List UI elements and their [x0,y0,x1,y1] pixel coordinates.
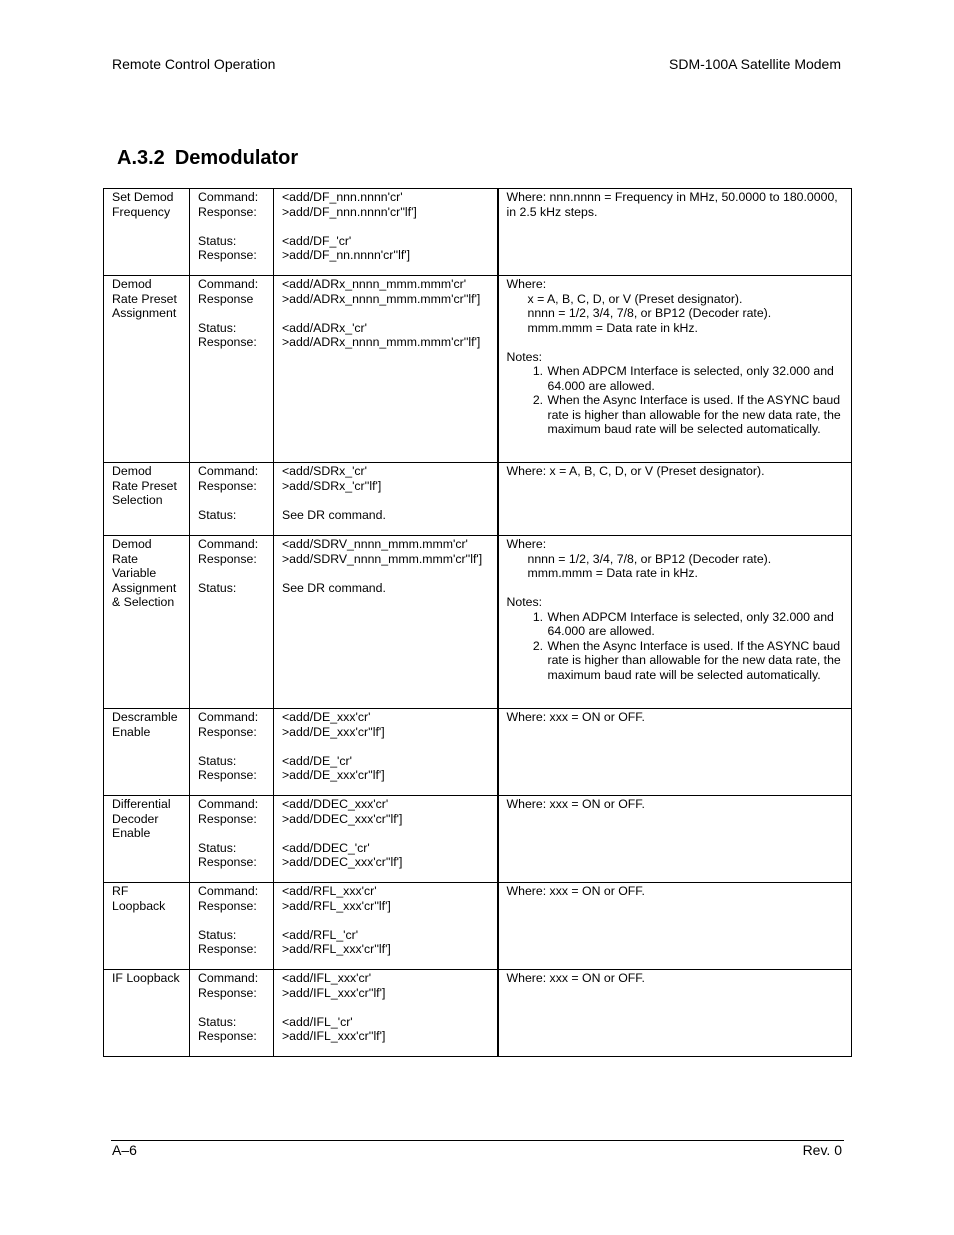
command-syntax-cell [274,276,498,463]
description-cell [498,796,852,883]
field-label: Response: [198,985,257,1000]
parameter-name-line: Demod [112,464,152,478]
description-cell [498,463,852,536]
parameter-name-line: Frequency [112,204,171,219]
label-cell [190,796,274,883]
field-label: Status: [198,840,237,855]
parameter-name-line: RF [112,884,129,898]
running-header-right: SDM-100A Satellite Modem [669,56,841,72]
field-label: Status: [198,233,237,248]
field-label: Command: [198,537,259,551]
parameter-name-line: Rate Preset [112,291,177,306]
field-label [198,739,267,754]
definition-item: nnnn = 1/2, 3/4, 7/8, or BP12 (Decoder rate). [527,551,772,566]
field-label: Response: [198,855,257,869]
parameter-name-line: Variable [112,566,157,580]
label-cell [190,276,274,463]
label-cell [190,536,274,709]
command-row [104,536,852,709]
parameter-name-cell [104,189,190,276]
field-label [198,826,267,841]
command-row [104,970,852,1057]
field-label: Command: [198,971,259,985]
command-syntax: >add/DE_xxx'cr''lf'] [282,724,385,739]
parameter-name-line: IF Loopback [112,971,180,985]
where-text: Where: [506,537,547,551]
field-label [198,566,267,581]
field-label: Command: [198,797,259,811]
field-label: Response: [198,478,257,493]
note-item: 1. When ADPCM Interface is selected, only 32.000 and 64.000 are allowed. [547,364,846,393]
note-item: 2. When the Async Interface is used. If the ASYNC baud rate is higher than allowable for the new data rate, the maximum baud rate will be selected automatically. [547,393,846,437]
field-label [198,913,267,928]
running-header-left: Remote Control Operation [112,56,276,72]
command-syntax-cell [274,536,498,709]
command-syntax: <add/IFL_xxx'cr' [282,971,372,985]
definition-item: x = A, B, C, D, or V (Preset designator). [527,291,743,306]
command-syntax: <add/SDRV_nnnn_mmm.mmm'cr' [282,537,468,551]
parameter-name-line: Enable [112,826,151,840]
field-label: Response: [198,248,257,262]
command-syntax: >add/ADRx_nnnn_mmm.mmm'cr''lf'] [282,291,481,306]
definition-item: mmm.mmm = Data rate in kHz. [527,566,698,580]
where-text: Where: nnn.nnnn = Frequency in MHz, 50.0000 to 180.0000, [506,190,838,204]
parameter-name-line: Set Demod [112,190,174,204]
spacer [507,335,846,350]
field-label [198,306,267,321]
field-label: Command: [198,464,259,478]
parameter-name-cell [104,883,190,970]
command-syntax: <add/IFL_'cr' [282,1014,353,1029]
command-syntax: <add/DE_xxx'cr' [282,710,371,724]
field-label: Command: [198,190,259,204]
label-cell [190,883,274,970]
parameter-name-cell [104,536,190,709]
parameter-name-line: Selection [112,493,163,507]
field-label [198,1000,267,1015]
parameter-name-cell [104,796,190,883]
revision-label: Rev. 0 [802,1142,842,1158]
section-number: A.3.2 [117,147,165,169]
command-syntax [282,1000,491,1015]
field-label: Command: [198,884,259,898]
parameter-name-line: Loopback [112,898,166,913]
command-syntax [282,913,491,928]
command-syntax-cell [274,709,498,796]
command-syntax: >add/IFL_xxx'cr''lf'] [282,1029,386,1043]
command-syntax: See DR command. [282,580,386,595]
command-syntax: <add/SDRx_'cr' [282,464,368,478]
field-label: Response: [198,335,257,349]
field-label: Status: [198,320,237,335]
description-cell [498,970,852,1057]
parameter-name-line: & Selection [112,595,175,609]
label-cell [190,463,274,536]
field-label: Response: [198,768,257,782]
parameter-name-line: Assignment [112,580,177,595]
footer-rule [111,1140,844,1141]
field-label: Status: [198,1014,237,1029]
notes-label: Notes: [506,595,543,609]
parameter-name-line: Differential [112,797,171,811]
notes-list [507,364,846,437]
command-syntax: >add/ADRx_nnnn_mmm.mmm'cr''lf'] [282,335,481,349]
description-cell [498,189,852,276]
where-text: in 2.5 kHz steps. [506,204,598,219]
command-syntax-cell [274,796,498,883]
field-label: Status: [198,753,237,768]
field-label: Command: [198,277,259,291]
field-label: Command: [198,710,259,724]
parameter-name-line: Enable [112,724,151,739]
label-cell [190,189,274,276]
parameter-name-line: Descramble [112,710,178,724]
parameter-name-line: Decoder [112,811,159,826]
command-syntax: >add/DF_nnn.nnnn'cr''lf'] [282,204,417,219]
command-row [104,189,852,276]
where-text: Where: xxx = ON or OFF. [506,710,645,724]
description-cell [498,883,852,970]
command-row [104,463,852,536]
spacer [507,581,846,596]
parameter-name-line: Rate [112,551,138,566]
note-item: 1. When ADPCM Interface is selected, only 32.000 and 64.000 are allowed. [547,610,846,639]
field-label: Response: [198,1029,257,1043]
command-syntax: <add/RFL_xxx'cr' [282,884,377,898]
parameter-name-cell [104,463,190,536]
parameter-name-cell [104,276,190,463]
field-label: Status: [198,927,237,942]
where-text: Where: xxx = ON or OFF. [506,797,645,811]
field-label: Response [198,291,254,306]
command-syntax [282,306,491,321]
command-syntax: >add/DF_nn.nnnn'cr''lf'] [282,248,410,262]
command-syntax: <add/DF_'cr' [282,233,352,248]
parameter-name-line: Demod [112,537,152,551]
field-label: Status: [198,580,237,595]
command-row [104,276,852,463]
field-label: Response: [198,811,257,826]
command-syntax [282,826,491,841]
command-syntax [282,566,491,581]
command-syntax: See DR command. [282,507,386,522]
command-syntax: <add/DF_nnn.nnnn'cr' [282,190,403,204]
definition-item: mmm.mmm = Data rate in kHz. [527,320,698,335]
command-syntax: <add/ADRx_'cr' [282,320,368,335]
command-syntax: >add/DDEC_xxx'cr''lf'] [282,811,403,826]
description-cell [498,536,852,709]
command-syntax: >add/SDRV_nnnn_mmm.mmm'cr''lf'] [282,551,483,566]
description-cell [498,709,852,796]
label-cell [190,970,274,1057]
parameter-name-cell [104,970,190,1057]
command-row [104,796,852,883]
command-syntax: <add/DE_'cr' [282,753,352,768]
command-row [104,709,852,796]
command-table [103,188,852,1057]
command-syntax-cell [274,883,498,970]
where-text: Where: [506,277,547,291]
command-syntax [282,493,491,508]
command-syntax: >add/IFL_xxx'cr''lf'] [282,985,386,1000]
command-syntax: <add/DDEC_xxx'cr' [282,797,389,811]
description-cell [498,276,852,463]
notes-label: Notes: [506,349,543,364]
notes-list [507,610,846,683]
command-syntax [282,219,491,234]
page-number: A–6 [112,1142,137,1158]
command-syntax: >add/RFL_xxx'cr''lf'] [282,942,391,956]
command-syntax: >add/DE_xxx'cr''lf'] [282,768,385,782]
command-syntax: <add/DDEC_'cr' [282,840,370,855]
field-label: Response: [198,551,257,566]
where-text: Where: xxx = ON or OFF. [506,971,645,985]
command-syntax [282,739,491,754]
parameter-name-line: Assignment [112,306,177,320]
parameter-name-line: Demod [112,277,152,291]
field-label: Response: [198,898,257,913]
field-label: Status: [198,507,237,522]
field-label: Response: [198,942,257,956]
command-syntax-cell [274,189,498,276]
field-label: Response: [198,724,257,739]
command-syntax: <add/RFL_'cr' [282,927,359,942]
field-label [198,493,267,508]
field-label: Response: [198,204,257,219]
parameter-name-line: Rate Preset [112,478,177,493]
command-syntax-cell [274,463,498,536]
parameter-name-cell [104,709,190,796]
label-cell [190,709,274,796]
where-text: Where: x = A, B, C, D, or V (Preset designator). [506,464,765,478]
section-title: Demodulator [174,147,299,169]
command-syntax: >add/DDEC_xxx'cr''lf'] [282,855,403,869]
where-text: Where: xxx = ON or OFF. [506,884,645,898]
section-heading [117,147,298,170]
command-syntax: >add/RFL_xxx'cr''lf'] [282,898,391,913]
command-syntax: >add/SDRx_'cr''lf'] [282,478,382,493]
field-label [198,219,267,234]
command-syntax: <add/ADRx_nnnn_mmm.mmm'cr' [282,277,467,291]
command-table-body [104,189,852,1057]
definition-item: nnnn = 1/2, 3/4, 7/8, or BP12 (Decoder rate). [527,306,772,320]
command-row [104,883,852,970]
note-item: 2. When the Async Interface is used. If the ASYNC baud rate is higher than allowable for the new data rate, the maximum baud rate will be selected automatically. [547,639,846,683]
command-syntax-cell [274,970,498,1057]
